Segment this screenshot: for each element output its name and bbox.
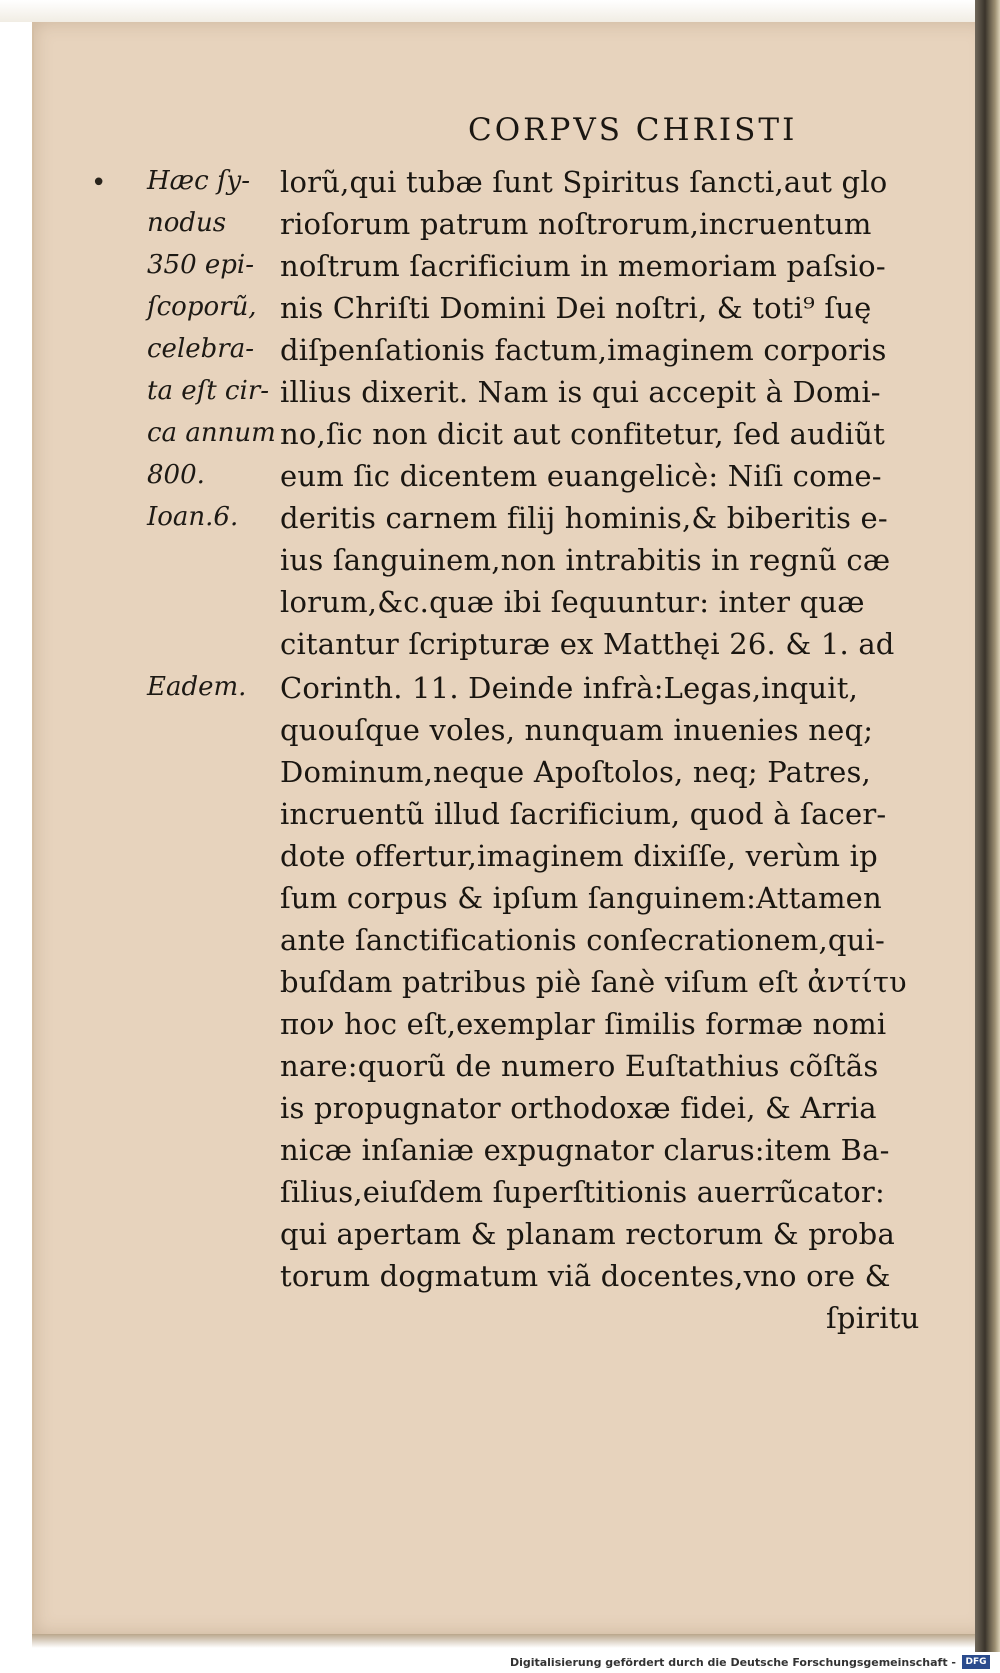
text-line: noſtrum ſacrificium in memoriam paſsio- bbox=[280, 249, 886, 283]
margin-note: ca annum bbox=[147, 418, 276, 448]
text-line: deritis carnem filij hominis,& biberitis e- bbox=[280, 501, 888, 535]
text-line: πον hoc eſt,exemplar ſimilis formæ nomi bbox=[280, 1007, 887, 1041]
page-bottom-edge bbox=[32, 1634, 986, 1648]
book-top-edge bbox=[0, 0, 1000, 22]
text-line: qui apertam & planam rectorum & proba bbox=[280, 1217, 895, 1251]
margin-note: ſcoporũ, bbox=[147, 292, 257, 322]
text-line: incruentũ illud ſacrificium, quod à ſacer- bbox=[280, 797, 887, 831]
text-line: lorum,&c.quæ ibi ſequuntur: inter quæ bbox=[280, 585, 865, 619]
margin-note: nodus bbox=[147, 208, 227, 238]
text-line: buſdam patribus piè ſanè viſum eſt ἀντίτυ bbox=[280, 965, 907, 999]
digitization-footer bbox=[0, 1652, 1000, 1673]
text-line: Dominum,neque Apoſtolos, neq; Patres, bbox=[280, 755, 871, 789]
text-line: is propugnator orthodoxæ fidei, & Arria bbox=[280, 1091, 877, 1125]
margin-note: 350 epi- bbox=[147, 250, 255, 280]
text-line: nis Chriſti Domini Dei noſtri, & toti⁹ ſuę bbox=[280, 291, 872, 325]
catchword: ſpiritu bbox=[826, 1301, 920, 1335]
margin-note: celebra- bbox=[147, 334, 255, 364]
running-head: CORPVS CHRISTI bbox=[468, 112, 798, 148]
text-line: quouſque voles, nunquam inuenies neq; bbox=[280, 713, 874, 747]
text-line: rioſorum patrum noſtrorum,incruentum bbox=[280, 207, 872, 241]
book-spine-edge bbox=[975, 0, 1000, 1655]
text-line: diſpenſationis factum,imaginem corporis bbox=[280, 333, 887, 367]
margin-note: 800. bbox=[147, 460, 205, 490]
text-line: Corinth. 11. Deinde infrà:Legas,inquit, bbox=[280, 671, 859, 705]
text-line: dote offertur,imaginem dixiſſe, verùm ip bbox=[280, 839, 878, 873]
text-line: lorũ,qui tubæ ſunt Spiritus ſancti,aut glo bbox=[280, 165, 888, 199]
text-line: illius dixerit. Nam is qui accepit à Domi- bbox=[280, 375, 881, 409]
text-line: eum ſic dicentem euangelicè: Niſi come- bbox=[280, 459, 882, 493]
margin-note: Eadem. bbox=[147, 672, 247, 702]
funding-notice: Digitalisierung gefördert durch die Deutsche Forschungsgemeinschaft - bbox=[509, 1656, 956, 1669]
text-line: ante ſanctificationis conſecrationem,qui- bbox=[280, 923, 885, 957]
margin-note: ta eſt cir- bbox=[147, 376, 270, 406]
text-line: no,ſic non dicit aut confitetur, ſed audiũt bbox=[280, 417, 885, 451]
dfg-logo: DFG bbox=[962, 1655, 990, 1669]
text-line: ius ſanguinem,non intrabitis in regnũ cæ bbox=[280, 543, 891, 577]
text-line: nicæ inſaniæ expugnator clarus:item Ba- bbox=[280, 1133, 890, 1167]
text-line: nare:quorũ de numero Euſtathius cõſtãs bbox=[280, 1049, 879, 1083]
text-line: torum dogmatum viã docentes,vno ore & bbox=[280, 1259, 891, 1293]
margin-bullet-mark: • bbox=[91, 168, 107, 198]
text-line: ſum corpus & ipſum ſanguinem:Attamen bbox=[280, 881, 882, 915]
text-line: ſilius,eiuſdem ſuperſtitionis auerrũcator: bbox=[280, 1175, 885, 1209]
margin-note: Hæc ſy- bbox=[147, 166, 251, 196]
margin-note: Ioan.6. bbox=[147, 502, 239, 532]
text-line: citantur ſcripturæ ex Matthęi 26. & 1. ad bbox=[280, 627, 895, 661]
